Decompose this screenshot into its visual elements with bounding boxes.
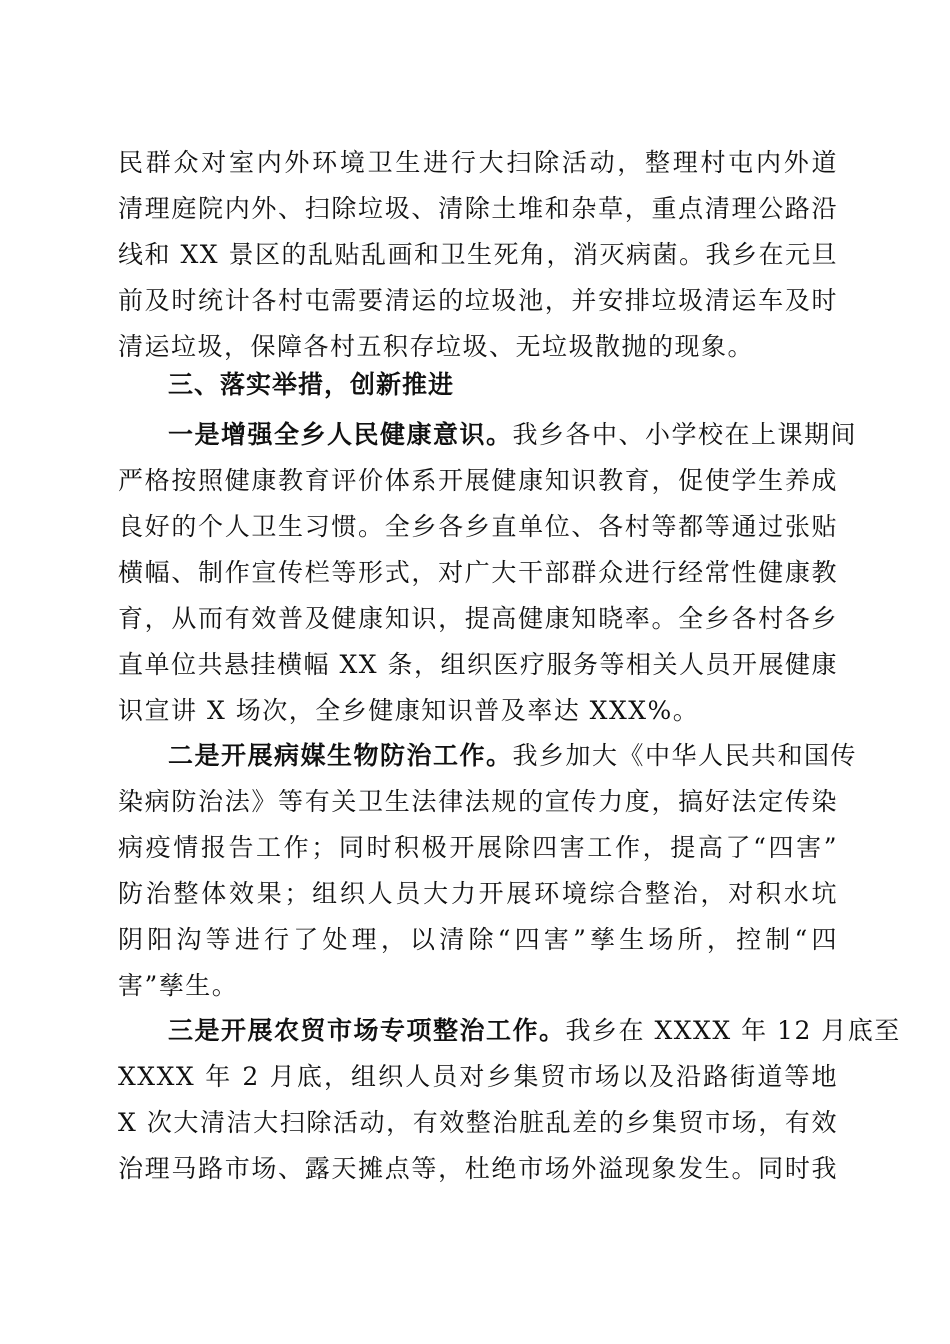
body-text-line: 病疫情报告工作；同时积极开展除四害工作，提高了“四害” (118, 833, 838, 862)
body-text-line: 清运垃圾，保障各村五积存垃圾、无垃圾散抛的现象。 (118, 332, 755, 361)
body-text-line: 前及时统计各村屯需要清运的垃圾池，并安排垃圾清运车及时 (118, 286, 838, 315)
paragraph-first-line (168, 1016, 901, 1046)
body-text-line: 识宣讲 X 场次，全乡健康知识普及率达 XXX%。 (118, 696, 700, 725)
body-text-line: 害”孳生。 (118, 971, 239, 1000)
body-text-line: 育，从而有效普及健康知识，提高健康知晓率。全乡各村各乡 (118, 604, 838, 633)
paragraph-lead: 一是增强全乡人民健康意识。 (168, 420, 513, 449)
body-text-line: X 次大清洁大扫除活动，有效整治脏乱差的乡集贸市场，有效 (118, 1108, 838, 1137)
body-text: 我乡各中、小学校在上课期间 (512, 420, 858, 449)
body-text: 我乡加大《中华人民共和国传 (512, 741, 858, 770)
body-text-line: 防治整体效果；组织人员大力开展环境综合整治，对积水坑 (118, 879, 838, 908)
section-heading: 三、落实举措，创新推进 (168, 370, 455, 399)
body-text-line: 清理庭院内外、扫除垃圾、清除土堆和杂草，重点清理公路沿 (118, 194, 838, 223)
body-text-line: 染病防治法》等有关卫生法律法规的宣传力度，搞好法定传染 (118, 787, 838, 816)
body-text-line: 良好的个人卫生习惯。全乡各乡直单位、各村等都等通过张贴 (118, 512, 838, 541)
body-text-line: 横幅、制作宣传栏等形式，对广大干部群众进行经常性健康教 (118, 558, 838, 587)
body-text-line: 严格按照健康教育评价体系开展健康知识教育，促使学生养成 (118, 466, 838, 495)
body-text-line: 阴阳沟等进行了处理，以清除“四害”孳生场所，控制“四 (118, 925, 838, 954)
body-text: 我乡在 XXXX 年 12 月底至 (565, 1016, 901, 1045)
paragraph-lead: 三是开展农贸市场专项整治工作。 (168, 1016, 566, 1045)
body-text-line: 直单位共悬挂横幅 XX 条，组织医疗服务等相关人员开展健康 (118, 650, 838, 679)
body-text-line: XXXX 年 2 月底，组织人员对乡集贸市场以及沿路街道等地 (118, 1062, 838, 1091)
paragraph-first-line (168, 741, 858, 771)
body-text-line: 治理马路市场、露天摊点等，杜绝市场外溢现象发生。同时我 (118, 1154, 838, 1183)
body-text-line: 线和 XX 景区的乱贴乱画和卫生死角，消灭病菌。我乡在元旦 (118, 240, 838, 269)
paragraph-first-line (168, 420, 858, 450)
paragraph-lead: 二是开展病媒生物防治工作。 (168, 741, 513, 770)
body-text-line: 民群众对室内外环境卫生进行大扫除活动，整理村屯内外道 (118, 148, 838, 177)
